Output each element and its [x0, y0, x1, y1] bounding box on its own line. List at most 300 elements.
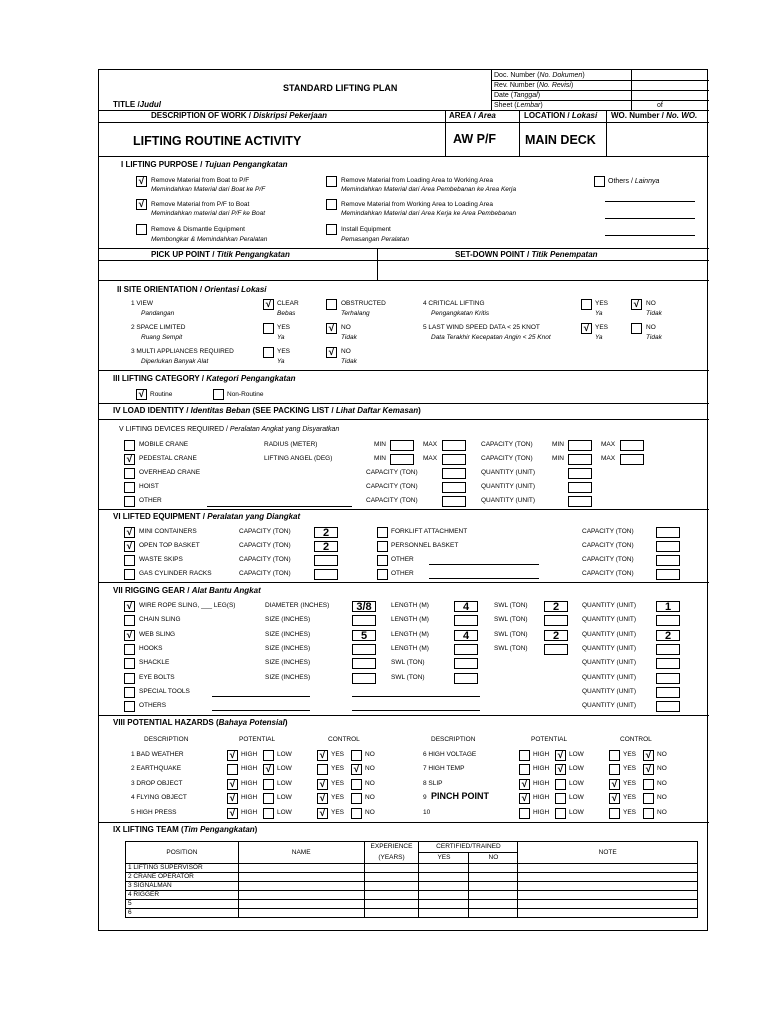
rigging-3-checkbox[interactable]: √	[124, 630, 135, 641]
hazard-left-3-low-label: LOW	[277, 780, 292, 787]
rigging-6-quantity-box[interactable]	[656, 673, 680, 684]
hazard-right-5-low-checkbox[interactable]	[555, 808, 566, 819]
hazard-left-5-no-label: NO	[365, 809, 375, 816]
multi-ya-label: Ya	[277, 358, 285, 365]
rigging-2-quantity-box[interactable]	[656, 615, 680, 626]
lifted-other-line-3	[429, 578, 539, 579]
device-1-label: MOBILE CRANE	[139, 441, 189, 448]
team-cell[interactable]	[238, 864, 364, 873]
obstructed-label: OBSTRUCTED	[341, 300, 386, 307]
hazard-left-4-high-checkbox[interactable]: √	[227, 793, 238, 804]
device-2-cap-min-label: MIN	[552, 455, 564, 462]
team-position-cell: 2 CRANE OPERATOR	[126, 873, 239, 882]
rigging-6-size-label: SIZE (INCHES)	[265, 674, 311, 681]
clear-label: CLEAR	[277, 300, 299, 307]
lifted-right-4-capacity-box[interactable]	[656, 569, 680, 580]
team-cell[interactable]	[469, 864, 518, 873]
hazard-right-4-label: 9	[423, 794, 427, 801]
wind-yes-checkbox[interactable]: √	[581, 323, 592, 334]
team-position-cell: 5	[126, 900, 239, 909]
device-5-quantity-box[interactable]	[568, 496, 592, 507]
hazard-right-1-no-checkbox[interactable]: √	[643, 750, 654, 761]
hazard-left-3-high-label: HIGH	[241, 780, 258, 787]
purpose-6-label: Install Equipment	[341, 226, 391, 233]
device-1-cap-max-box[interactable]	[620, 440, 644, 451]
rigging-7-line-a	[212, 696, 310, 697]
team-cell[interactable]	[238, 882, 364, 891]
hazard-right-3-low-label: LOW	[569, 780, 584, 787]
team-row	[126, 891, 698, 900]
multi-no-checkbox[interactable]: √	[326, 347, 337, 358]
rigging-3-swl-box[interactable]: 2	[544, 630, 568, 641]
purpose-3-label: Remove & Dismantle Equipment	[151, 226, 245, 233]
lifted-right-1-checkbox[interactable]	[377, 527, 388, 538]
hazard-potential-header-right: POTENTIAL	[531, 736, 568, 743]
lifted-left-1-capacity-label: CAPACITY (TON)	[239, 528, 291, 535]
space-no-checkbox[interactable]: √	[326, 323, 337, 334]
rigging-3-size-label: SIZE (INCHES)	[265, 631, 311, 638]
rigging-7-label: SPECIAL TOOLS	[139, 688, 190, 695]
device-2-cap-min-box[interactable]	[568, 454, 592, 465]
purpose-others-checkbox[interactable]	[594, 176, 605, 187]
team-cell[interactable]	[518, 909, 698, 918]
purpose-4-checkbox[interactable]	[326, 176, 337, 187]
device-1-max-box[interactable]	[442, 440, 466, 451]
rigging-4-length-box[interactable]	[454, 644, 478, 655]
hazard-right-2-high-checkbox[interactable]	[519, 764, 530, 775]
device-1-min-box[interactable]	[390, 440, 414, 451]
lifted-left-2-label: OPEN TOP BASKET	[139, 542, 200, 549]
hazard-right-4-no-checkbox[interactable]	[643, 793, 654, 804]
hazard-left-2-low-checkbox[interactable]: √	[263, 764, 274, 775]
lifted-left-2-capacity-label: CAPACITY (TON)	[239, 542, 291, 549]
hazard-right-3-yes-label: YES	[623, 780, 637, 787]
rigging-7-quantity-label: QUANTITY (UNIT)	[582, 688, 637, 695]
hazard-left-5-low-checkbox[interactable]	[263, 808, 274, 819]
hazard-right-1-low-checkbox[interactable]: √	[555, 750, 566, 761]
team-cell[interactable]	[469, 900, 518, 909]
critical-label: 4 CRITICAL LIFTING	[423, 300, 485, 307]
hazard-right-5-yes-checkbox[interactable]	[609, 808, 620, 819]
device-2-param-label: LIFTING ANGEL (DEG)	[264, 455, 333, 462]
team-position-cell: 6	[126, 909, 239, 918]
purpose-2-label-id: Memindahkan material dari P/F ke Boat	[151, 210, 266, 217]
view-label-id: Pandangan	[141, 310, 175, 317]
hazard-left-5-no-checkbox[interactable]	[351, 808, 362, 819]
lifted-left-4-capacity-box[interactable]	[314, 569, 338, 580]
rigging-5-size-label: SIZE (INCHES)	[265, 659, 311, 666]
routine-label: Routine	[150, 391, 173, 398]
multi-tidak-label: Tidak	[341, 358, 357, 365]
lifting-team-table	[125, 841, 698, 918]
hazard-right-5-low-label: LOW	[569, 809, 584, 816]
team-position-cell: 4 RIGGER	[126, 891, 239, 900]
hazards-heading: VIII POTENTIAL HAZARDS (Bahaya Potensial)	[113, 718, 288, 727]
routine-checkbox[interactable]: √	[136, 389, 147, 400]
rigging-2-size-label: SIZE (INCHES)	[265, 616, 311, 623]
hazard-left-2-yes-checkbox[interactable]	[317, 764, 328, 775]
location-label: LOCATION / Lokasi	[524, 111, 598, 120]
hazard-left-5-low-label: LOW	[277, 809, 292, 816]
hazard-right-2-low-label: LOW	[569, 765, 584, 772]
critical-no-checkbox[interactable]: √	[631, 299, 642, 310]
hazard-right-5-no-checkbox[interactable]	[643, 808, 654, 819]
hazard-left-5-high-checkbox[interactable]: √	[227, 808, 238, 819]
multi-no-label: NO	[341, 348, 351, 355]
wind-label: 5 LAST WIND SPEED DATA < 25 KNOT	[423, 324, 540, 331]
device-2-checkbox[interactable]: √	[124, 454, 135, 465]
team-row	[126, 882, 698, 891]
team-cell[interactable]	[364, 909, 419, 918]
hazard-left-4-yes-checkbox[interactable]: √	[317, 793, 328, 804]
team-row	[126, 864, 698, 873]
hazard-left-1-no-checkbox[interactable]	[351, 750, 362, 761]
team-cell[interactable]	[238, 900, 364, 909]
hazard-right-3-low-checkbox[interactable]	[555, 779, 566, 790]
non-routine-checkbox[interactable]	[213, 389, 224, 400]
rigging-4-quantity-label: QUANTITY (UNIT)	[582, 645, 637, 652]
device-1-min-label: MIN	[374, 441, 386, 448]
rigging-2-length-label: LENGTH (M)	[391, 616, 429, 623]
rigging-3-length-label: LENGTH (M)	[391, 631, 429, 638]
multi-label: 3 MULTI APPLIANCES REQUIRED	[131, 348, 234, 355]
team-cell[interactable]	[364, 891, 419, 900]
rigging-5-label: SHACKLE	[139, 659, 170, 666]
device-3-checkbox[interactable]	[124, 468, 135, 479]
pickup-point-label: PICK UP POINT / Titik Pengangkatan	[151, 250, 290, 259]
device-4-label: HOIST	[139, 483, 159, 490]
device-4-capacity-label: CAPACITY (TON)	[366, 483, 418, 490]
device-3-quantity-box[interactable]	[568, 468, 592, 479]
critical-tidak-label: Tidak	[646, 310, 662, 317]
rigging-1-length-label: LENGTH (M)	[391, 602, 429, 609]
hazard-left-3-no-checkbox[interactable]	[351, 779, 362, 790]
desc-work-label: DESCRIPTION OF WORK / Diskripsi Pekerjaan	[151, 111, 328, 120]
lifting-category-heading: III LIFTING CATEGORY / Kategori Pengangkatan	[113, 374, 296, 383]
team-cell[interactable]	[419, 900, 469, 909]
device-3-capacity-label: CAPACITY (TON)	[366, 469, 418, 476]
hazard-left-1-high-label: HIGH	[241, 751, 258, 758]
title-label: TITLE /Judul	[113, 100, 162, 109]
team-cell[interactable]	[518, 873, 698, 882]
critical-no-label: NO	[646, 300, 656, 307]
purpose-2-label: Remove Material from P/F to Boat	[151, 201, 250, 208]
team-cell[interactable]	[419, 891, 469, 900]
hazard-right-3-yes-checkbox[interactable]: √	[609, 779, 620, 790]
rigging-1-quantity-box[interactable]: 1	[656, 601, 680, 612]
rigging-7-quantity-box[interactable]	[656, 687, 680, 698]
rigging-3-size-box[interactable]: 5	[352, 630, 376, 641]
lifted-left-1-label: MINI CONTAINERS	[139, 528, 197, 535]
device-2-min-box[interactable]	[390, 454, 414, 465]
rigging-6-label: EYE BOLTS	[139, 674, 175, 681]
hazard-right-3-label: 8 SLIP	[423, 780, 443, 787]
team-name-header: NAME	[238, 842, 364, 864]
rigging-gear-heading: VII RIGGING GEAR / Alat Bantu Angkat	[113, 586, 261, 595]
device-4-capacity-box[interactable]	[442, 482, 466, 493]
rigging-2-checkbox[interactable]	[124, 615, 135, 626]
rigging-4-swl-label: SWL (TON)	[494, 645, 528, 652]
lifted-left-4-checkbox[interactable]	[124, 569, 135, 580]
hazard-left-2-no-checkbox[interactable]: √	[351, 764, 362, 775]
hazard-right-4-low-checkbox[interactable]	[555, 793, 566, 804]
hazard-potential-header-left: POTENTIAL	[239, 736, 276, 743]
purpose-4-label: Remove Material from Loading Area to Working Area	[341, 177, 493, 184]
hazard-right-4-yes-checkbox[interactable]: √	[609, 793, 620, 804]
team-cell[interactable]	[238, 891, 364, 900]
rigging-4-swl-box[interactable]	[544, 644, 568, 655]
team-cell[interactable]	[364, 882, 419, 891]
rigging-5-swl-box[interactable]	[454, 658, 478, 669]
device-1-capacity-label: CAPACITY (TON)	[481, 441, 533, 448]
team-cell[interactable]	[518, 891, 698, 900]
rigging-8-label: OTHERS	[139, 702, 167, 709]
device-1-checkbox[interactable]	[124, 440, 135, 451]
hazard-right-4-no-label: NO	[657, 794, 667, 801]
lifted-left-2-checkbox[interactable]: √	[124, 541, 135, 552]
hazard-left-2-high-checkbox[interactable]	[227, 764, 238, 775]
hazard-right-1-yes-label: YES	[623, 751, 637, 758]
team-cell[interactable]	[469, 882, 518, 891]
hazard-right-2-yes-label: YES	[623, 765, 637, 772]
hazard-left-5-yes-checkbox[interactable]: √	[317, 808, 328, 819]
multi-yes-checkbox[interactable]	[263, 347, 274, 358]
team-cell[interactable]	[238, 873, 364, 882]
wo-label: WO. Number / No. WO.	[611, 111, 698, 120]
hazard-right-2-no-checkbox[interactable]: √	[643, 764, 654, 775]
hazard-right-4-high-checkbox[interactable]: √	[519, 793, 530, 804]
device-2-cap-max-label: MAX	[601, 455, 616, 462]
rigging-2-swl-label: SWL (TON)	[494, 616, 528, 623]
rigging-6-swl-box[interactable]	[454, 673, 478, 684]
team-cell[interactable]	[469, 909, 518, 918]
lifted-right-3-checkbox[interactable]	[377, 555, 388, 566]
rigging-8-quantity-box[interactable]	[656, 701, 680, 712]
hazard-left-4-no-checkbox[interactable]	[351, 793, 362, 804]
lifted-left-1-checkbox[interactable]: √	[124, 527, 135, 538]
hazard-left-1-high-checkbox[interactable]: √	[227, 750, 238, 761]
lifted-other-line-2	[429, 564, 539, 565]
rigging-5-quantity-label: QUANTITY (UNIT)	[582, 659, 637, 666]
hazard-right-3-no-label: NO	[657, 780, 667, 787]
hazard-right-2-yes-checkbox[interactable]	[609, 764, 620, 775]
wind-yes-label: YES	[595, 324, 609, 331]
rigging-2-label: CHAIN SLING	[139, 616, 181, 623]
lifted-equipment-heading: VI LIFTED EQUIPMENT / Peralatan yang Diangkat	[113, 512, 301, 521]
rev-number-label: Rev. Number (No. Revisi)	[494, 82, 574, 89]
rigging-8-checkbox[interactable]	[124, 701, 135, 712]
team-cell[interactable]	[518, 882, 698, 891]
rigging-4-label: HOOKS	[139, 645, 163, 652]
purpose-3-checkbox[interactable]	[136, 224, 147, 235]
non-routine-label: Non-Routine	[227, 391, 264, 398]
team-cell[interactable]	[364, 873, 419, 882]
hazard-left-1-yes-checkbox[interactable]: √	[317, 750, 328, 761]
device-2-cap-max-box[interactable]	[620, 454, 644, 465]
device-1-cap-min-box[interactable]	[568, 440, 592, 451]
lifted-right-3-label: OTHER	[391, 556, 414, 563]
rigging-6-swl-label: SWL (TON)	[391, 674, 425, 681]
lifted-left-3-checkbox[interactable]	[124, 555, 135, 566]
hazard-right-1-no-label: NO	[657, 751, 667, 758]
wind-ya-label: Ya	[595, 334, 603, 341]
pinch-point-text: PINCH POINT	[431, 791, 490, 801]
hazard-left-3-no-label: NO	[365, 780, 375, 787]
rigging-1-swl-box[interactable]: 2	[544, 601, 568, 612]
team-cell[interactable]	[419, 873, 469, 882]
device-3-capacity-box[interactable]	[442, 468, 466, 479]
rigging-8-line-b	[352, 710, 480, 711]
hazard-left-2-no-label: NO	[365, 765, 375, 772]
lifting-team-heading: IX LIFTING TEAM (Tim Pengangkatan)	[113, 825, 258, 834]
hazard-left-2-label: 2 EARTHQUAKE	[131, 765, 182, 772]
rigging-7-checkbox[interactable]	[124, 687, 135, 698]
team-row	[126, 909, 698, 918]
purpose-2-checkbox[interactable]: √	[136, 199, 147, 210]
hazard-right-1-yes-checkbox[interactable]	[609, 750, 620, 761]
hazard-left-3-yes-checkbox[interactable]: √	[317, 779, 328, 790]
critical-yes-checkbox[interactable]	[581, 299, 592, 310]
rigging-3-quantity-box[interactable]: 2	[656, 630, 680, 641]
device-3-label: OVERHEAD CRANE	[139, 469, 201, 476]
hazard-left-2-low-label: LOW	[277, 765, 292, 772]
device-2-capacity-label: CAPACITY (TON)	[481, 455, 533, 462]
view-obstructed-checkbox[interactable]	[326, 299, 337, 310]
purpose-6-checkbox[interactable]	[326, 224, 337, 235]
team-cell[interactable]	[419, 882, 469, 891]
hazard-control-header-left: CONTROL	[328, 736, 360, 743]
hazard-right-2-high-label: HIGH	[533, 765, 550, 772]
team-certified-header: CERTIFIED/TRAINED	[419, 842, 518, 853]
rigging-2-size-box[interactable]	[352, 615, 376, 626]
hazard-control-header-right: CONTROL	[620, 736, 652, 743]
lifted-right-2-checkbox[interactable]	[377, 541, 388, 552]
rigging-1-length-box[interactable]: 4	[454, 601, 478, 612]
purpose-5-checkbox[interactable]	[326, 199, 337, 210]
rigging-6-quantity-label: QUANTITY (UNIT)	[582, 674, 637, 681]
hazard-right-3-high-checkbox[interactable]: √	[519, 779, 530, 790]
rigging-4-size-box[interactable]	[352, 644, 376, 655]
multi-yes-label: YES	[277, 348, 291, 355]
hazard-right-5-high-label: HIGH	[533, 809, 550, 816]
hazard-left-1-yes-label: YES	[331, 751, 345, 758]
space-ya-label: Ya	[277, 334, 285, 341]
lifted-right-1-capacity-box[interactable]	[656, 527, 680, 538]
team-cell[interactable]	[364, 864, 419, 873]
hazard-left-1-label: 1 BAD WEATHER	[131, 751, 184, 758]
area-value: AW P/F	[453, 132, 497, 146]
hazard-left-5-label: 5 HIGH PRESS	[131, 809, 177, 816]
team-cell[interactable]	[364, 900, 419, 909]
lifted-left-1-capacity-box[interactable]: 2	[314, 527, 338, 538]
rigging-1-checkbox[interactable]: √	[124, 601, 135, 612]
rigging-5-quantity-box[interactable]	[656, 658, 680, 669]
team-position-cell: 1 LIFTING SUPERVISOR	[126, 864, 239, 873]
hazard-left-4-low-checkbox[interactable]	[263, 793, 274, 804]
rigging-5-checkbox[interactable]	[124, 658, 135, 669]
team-cell[interactable]	[518, 900, 698, 909]
doc-number-label: Doc. Number (No. Dokumen)	[494, 72, 585, 79]
lifting-devices-heading: V LIFTING DEVICES REQUIRED / Peralatan Angkat yang Disyaratkan	[119, 426, 340, 433]
hazard-right-5-high-checkbox[interactable]	[519, 808, 530, 819]
hazard-right-1-high-checkbox[interactable]	[519, 750, 530, 761]
device-other-line	[207, 506, 352, 507]
rigging-4-quantity-box[interactable]	[656, 644, 680, 655]
rigging-2-swl-box[interactable]	[544, 615, 568, 626]
lifted-left-3-capacity-box[interactable]	[314, 555, 338, 566]
team-cell[interactable]	[419, 864, 469, 873]
team-cell[interactable]	[469, 873, 518, 882]
lifting-purpose-heading: I LIFTING PURPOSE / Tujuan Pengangkatan	[121, 160, 288, 169]
wind-no-checkbox[interactable]	[631, 323, 642, 334]
rigging-6-checkbox[interactable]	[124, 673, 135, 684]
rigging-2-length-box[interactable]	[454, 615, 478, 626]
hazard-desc-header-left: DESCRIPTION	[144, 736, 189, 743]
team-position-header: POSITION	[126, 842, 239, 864]
lifted-right-3-capacity-label: CAPACITY (TON)	[582, 556, 634, 563]
team-cell[interactable]	[518, 864, 698, 873]
space-no-label: NO	[341, 324, 351, 331]
rigging-4-length-label: LENGTH (M)	[391, 645, 429, 652]
view-clear-checkbox[interactable]: √	[263, 299, 274, 310]
hazard-left-1-low-checkbox[interactable]	[263, 750, 274, 761]
device-5-label: OTHER	[139, 497, 162, 504]
form-title: STANDARD LIFTING PLAN	[283, 83, 398, 93]
wind-tidak-label: Tidak	[646, 334, 662, 341]
device-5-checkbox[interactable]	[124, 496, 135, 507]
lifted-right-2-capacity-box[interactable]	[656, 541, 680, 552]
hazard-left-5-yes-label: YES	[331, 809, 345, 816]
purpose-3-label-id: Membongkar & Memindahkan Peralatan	[151, 236, 268, 243]
hazard-left-3-high-checkbox[interactable]: √	[227, 779, 238, 790]
location-value: MAIN DECK	[525, 133, 596, 147]
purpose-1-label: Remove Material from Boat to P/F	[151, 177, 250, 184]
space-label: 2 SPACE LIMITED	[131, 324, 186, 331]
device-2-max-box[interactable]	[442, 454, 466, 465]
lifted-left-2-capacity-box[interactable]: 2	[314, 541, 338, 552]
space-yes-checkbox[interactable]	[263, 323, 274, 334]
device-1-param-label: RADIUS (METER)	[264, 441, 318, 448]
rigging-5-size-box[interactable]	[352, 658, 376, 669]
rigging-4-size-label: SIZE (INCHES)	[265, 645, 311, 652]
device-4-quantity-box[interactable]	[568, 482, 592, 493]
team-row	[126, 873, 698, 882]
team-position-cell: 3 SIGNALMAN	[126, 882, 239, 891]
device-4-checkbox[interactable]	[124, 482, 135, 493]
critical-label-id: Pengangkatan Kritis	[431, 310, 490, 317]
hazard-left-4-yes-label: YES	[331, 794, 345, 801]
rigging-1-size-box[interactable]: 3/8	[352, 601, 376, 612]
hazard-left-3-low-checkbox[interactable]	[263, 779, 274, 790]
lifted-right-4-checkbox[interactable]	[377, 569, 388, 580]
rigging-3-length-box[interactable]: 4	[454, 630, 478, 641]
team-cell[interactable]	[469, 891, 518, 900]
hazard-right-2-low-checkbox[interactable]: √	[555, 764, 566, 775]
rigging-6-size-box[interactable]	[352, 673, 376, 684]
hazard-left-1-low-label: LOW	[277, 751, 292, 758]
purpose-4-label-id: Memindahkan Material dari Area Pembebanan ke Area Kerja	[341, 186, 517, 193]
team-cell[interactable]	[419, 909, 469, 918]
hazard-right-3-no-checkbox[interactable]	[643, 779, 654, 790]
rigging-3-quantity-label: QUANTITY (UNIT)	[582, 631, 637, 638]
team-cell[interactable]	[238, 909, 364, 918]
device-5-capacity-box[interactable]	[442, 496, 466, 507]
rigging-4-checkbox[interactable]	[124, 644, 135, 655]
lifted-right-3-capacity-box[interactable]	[656, 555, 680, 566]
purpose-1-checkbox[interactable]: √	[136, 176, 147, 187]
area-label: AREA / Area	[449, 111, 496, 120]
space-yes-label: YES	[277, 324, 291, 331]
